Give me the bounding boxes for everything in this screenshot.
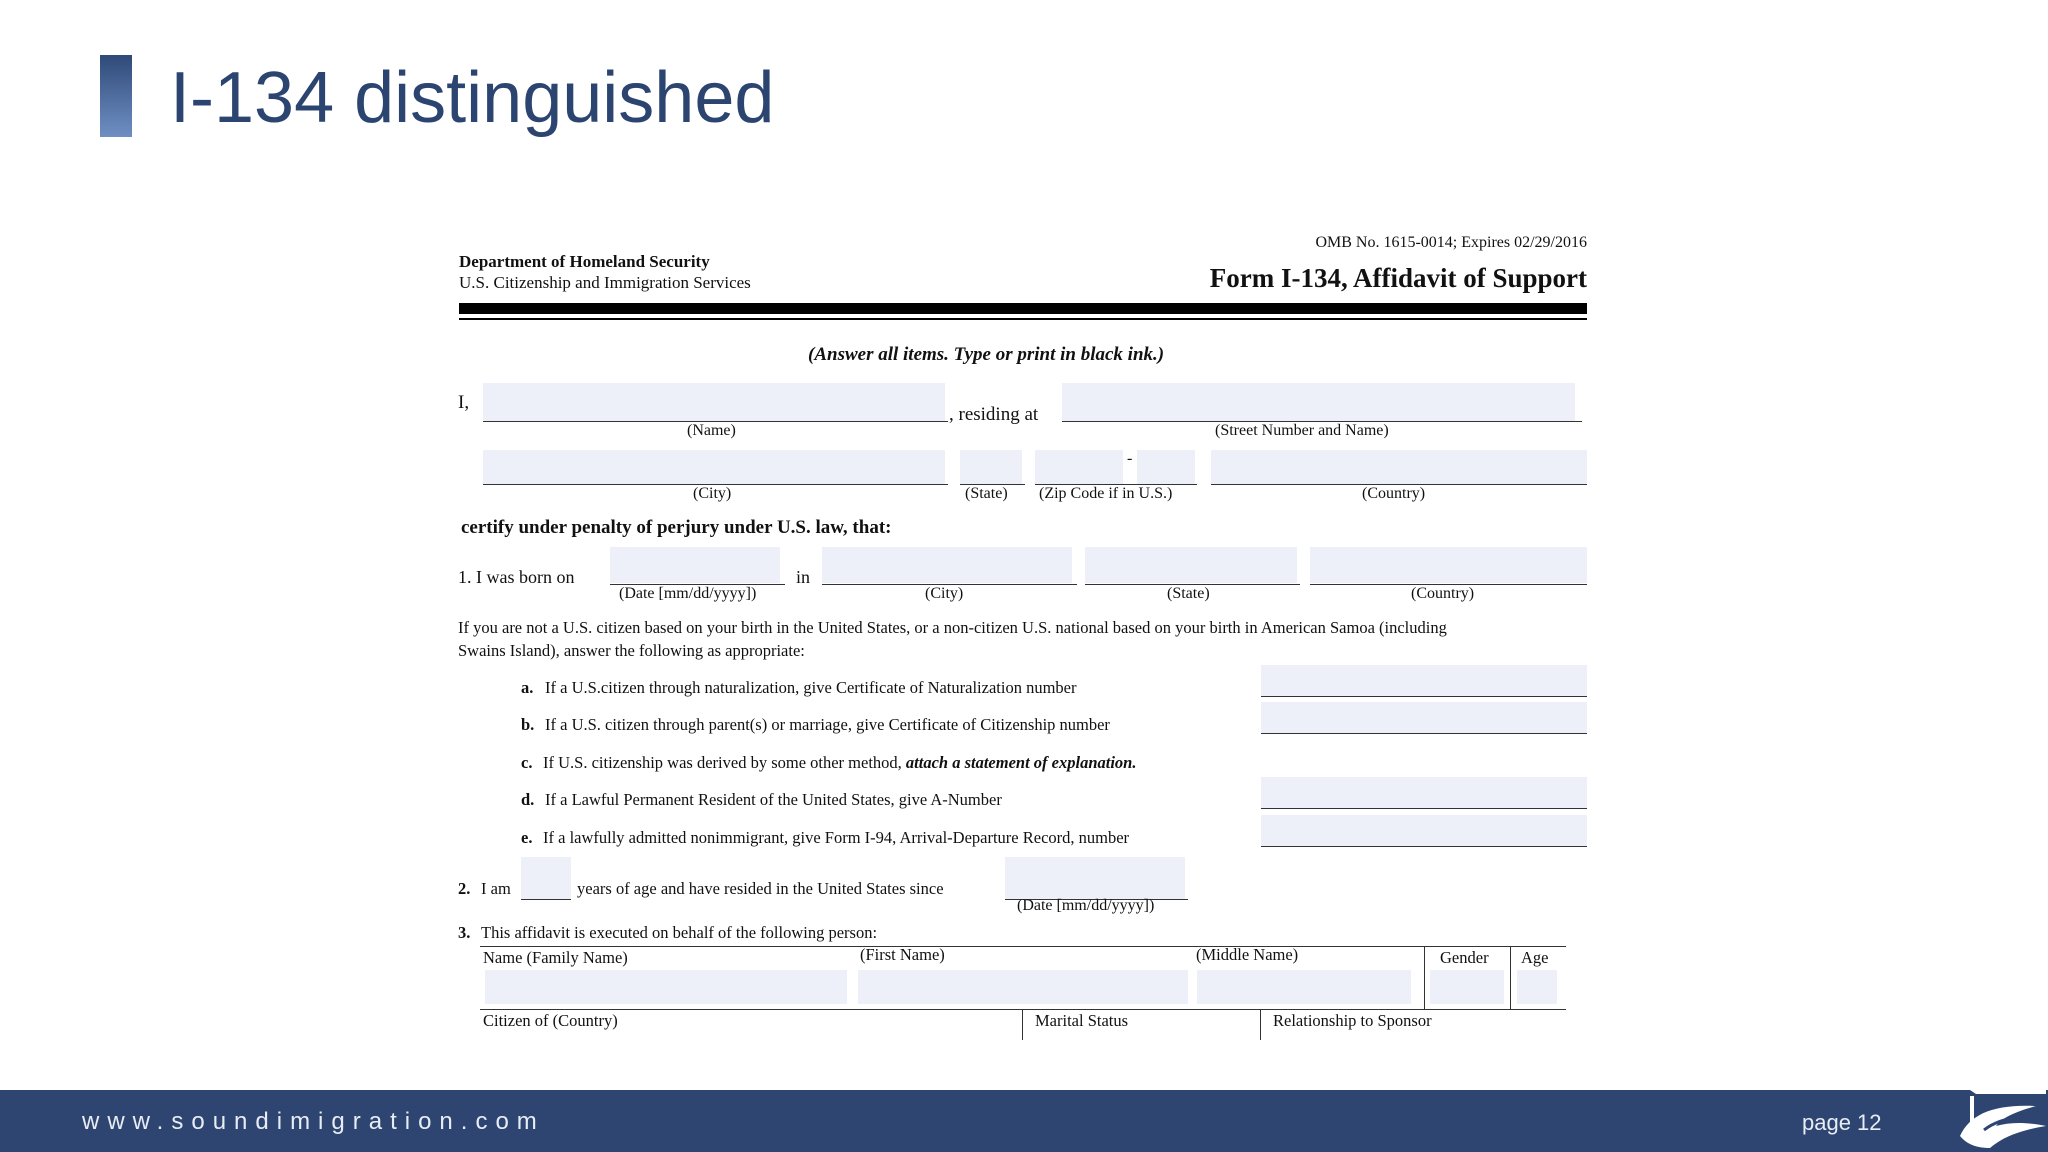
birth-country-field[interactable] [1310,547,1587,583]
table-divider-gender [1424,946,1425,1010]
gender-field[interactable] [1430,970,1504,1004]
item2-number: 2. [458,879,471,898]
birth-city-field[interactable] [822,547,1072,583]
slide-title: I-134 distinguished [170,58,775,138]
tbl-citizen-header: Citizen of (Country) [483,1011,618,1030]
item-d-underline [1261,808,1587,809]
item-b-text: If a U.S. citizen through parent(s) or marriage, give Certificate of Citizenship number [545,715,1110,734]
item-e-underline [1261,846,1587,847]
header-rule-thin [459,318,1587,320]
footer-website: www.soundimigration.com [82,1108,545,1135]
item-e-text: If a lawfully admitted nonimmigrant, give Form I-94, Arrival-Departure Record, number [543,828,1130,847]
tbl-marital-header: Marital Status [1035,1011,1129,1030]
item2-date-caption: (Date [mm/dd/yyyy]) [1017,897,1155,914]
form-i134-image [455,225,1595,1040]
item-b-letter: b. [521,715,535,734]
i94-number-field[interactable] [1261,815,1587,846]
form-title: Form I-134, Affidavit of Support [1209,263,1587,293]
table-top-rule [480,946,1566,947]
item-d-letter: d. [521,790,535,809]
tbl-family-name-header: Name (Family Name) [483,948,628,967]
sub-agency-name: U.S. Citizenship and Immigration Services [459,273,751,292]
item-a-text: If a U.S.citizen through naturalization, give Certificate of Naturalization number [545,678,1077,697]
birth-state-field[interactable] [1085,547,1297,583]
table-mid-rule [480,1009,1566,1010]
item1-in: in [796,567,811,587]
table-divider-age [1510,946,1511,1010]
item2-text: years of age and have resided in the United States since [577,879,944,898]
zip-field[interactable] [1035,450,1123,484]
table-divider-relationship [1260,1009,1261,1040]
birth-date-field[interactable] [610,547,780,583]
item1-label: 1. I was born on [458,567,575,587]
age-underline [521,899,571,900]
eagle-logo-icon [1950,1086,2048,1152]
tbl-age-header: Age [1521,948,1549,967]
item-b-underline [1261,733,1587,734]
instructions: (Answer all items. Type or print in black ink.) [808,344,1165,365]
noncitizen-instructions-2: Swains Island), answer the following as appropriate: [458,641,805,660]
item1-date-caption: (Date [mm/dd/yyyy]) [619,585,757,602]
header-rule-thick [459,303,1587,314]
middle-name-field[interactable] [1197,970,1411,1004]
item1-city-caption: (City) [925,585,964,602]
item-a-letter: a. [521,678,534,697]
tbl-middle-name-header: (Middle Name) [1196,945,1299,964]
item2-i-am: I am [481,879,511,898]
age-field[interactable] [521,857,571,899]
first-name-field[interactable] [858,970,1188,1004]
item-c-emphasis: attach a statement of explanation. [905,753,1137,772]
country-field[interactable] [1211,450,1587,484]
name-field[interactable] [483,383,945,421]
city-field[interactable] [483,450,945,484]
agency-name: Department of Homeland Security [459,252,710,271]
residing-at-label: , residing at [949,404,1039,425]
omb-number: OMB No. 1615-0014; Expires 02/29/2016 [1315,234,1587,251]
naturalization-number-field[interactable] [1261,665,1587,696]
zip-ext-field[interactable] [1137,450,1195,484]
state-field[interactable] [960,450,1022,484]
age-field-beneficiary[interactable] [1517,970,1557,1004]
country-caption: (Country) [1362,485,1426,502]
item1-state-caption: (State) [1167,585,1210,602]
item-d-text: If a Lawful Permanent Resident of the United States, give A-Number [545,790,1002,809]
i-label: I, [458,392,470,413]
city-caption: (City) [693,485,732,502]
zip-caption: (Zip Code if in U.S.) [1039,485,1173,502]
noncitizen-instructions-1: If you are not a U.S. citizen based on your birth in the United States, or a non-citizen U.S. national based on your birth in American Samoa (including [458,618,1447,637]
title-accent-bar [100,55,132,137]
page-number: page 12 [1802,1110,1882,1135]
citizenship-number-field[interactable] [1261,702,1587,733]
tbl-gender-header: Gender [1440,948,1489,967]
tbl-first-name-header: (First Name) [860,945,945,964]
family-name-field[interactable] [485,970,847,1004]
residence-date-field[interactable] [1005,857,1185,899]
table-divider-marital [1022,1009,1023,1040]
state-caption: (State) [965,485,1008,502]
name-caption: (Name) [687,422,736,439]
zip-dash: - [1127,450,1133,467]
item-e-letter: e. [521,828,533,847]
item-c-text: If U.S. citizenship was derived by some other method, attach a statement of explanation. [543,753,1137,772]
street-caption: (Street Number and Name) [1215,422,1389,439]
item1-country-caption: (Country) [1411,585,1475,602]
street-field[interactable] [1062,383,1575,421]
tbl-relationship-header: Relationship to Sponsor [1273,1011,1432,1030]
item3-number: 3. [458,923,471,942]
item3-text: This affidavit is executed on behalf of the following person: [481,923,878,942]
certify-statement: certify under penalty of perjury under U.S. law, that: [461,517,892,538]
item-a-underline [1261,696,1587,697]
item-c-letter: c. [521,753,533,772]
a-number-field[interactable] [1261,777,1587,808]
